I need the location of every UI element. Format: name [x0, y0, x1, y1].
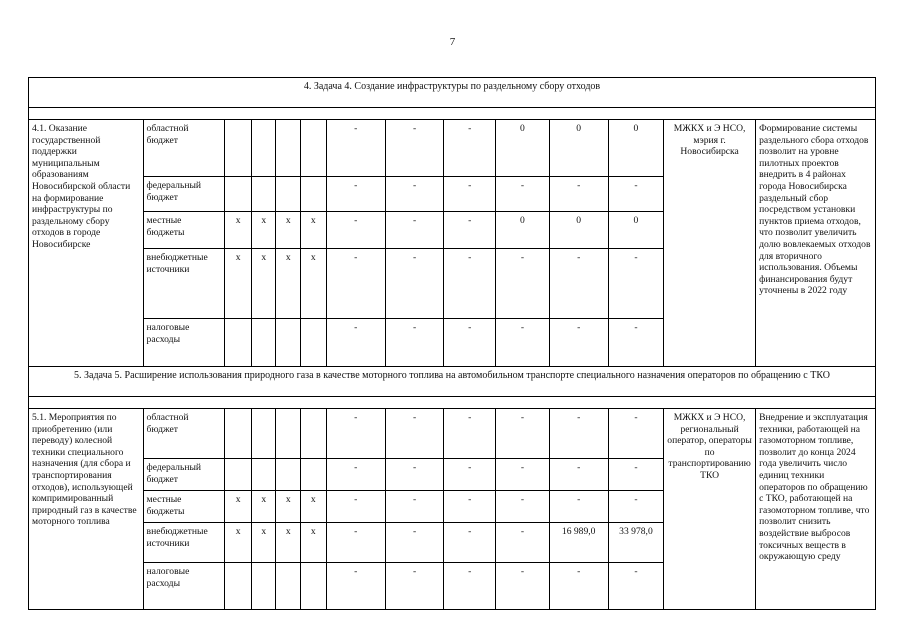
value-cell: - [326, 212, 385, 249]
mark-cell [276, 177, 301, 212]
value-cell: - [608, 249, 663, 319]
value-cell: - [608, 459, 663, 491]
mark-cell [251, 120, 276, 177]
value-cell: - [496, 319, 549, 367]
value-cell: - [549, 177, 608, 212]
mark-cell [301, 120, 327, 177]
value-cell: - [326, 120, 385, 177]
value-cell: - [549, 249, 608, 319]
value-cell: - [496, 563, 549, 610]
value-cell: - [496, 491, 549, 523]
measure-cell: 4.1. Оказание государственной поддержки муниципальным образованиям Новосибирской области на формирование инфраструктуры по раздельному сбору отходов в городе Новосибирске [29, 120, 144, 367]
value-cell: 0 [549, 120, 608, 177]
mark-cell [225, 459, 252, 491]
mark-cell [301, 409, 327, 459]
value-cell: - [326, 249, 385, 319]
executor-cell: МЖКХ и Э НСО, мэрия г. Новосибирска [664, 120, 756, 367]
result-cell: Внедрение и эксплуатация техники, работающей на газомоторном топливе, позволит до конца 2024 года увеличить число единиц техники операторов по обращению с ТКО, работающей на газомоторном топливе, что позволит снизить воздействие выбросов токсичных веществ в окружающую среду [756, 409, 876, 610]
table-row [29, 409, 876, 459]
value-cell: - [326, 491, 385, 523]
mark-cell [225, 409, 252, 459]
mark-cell [251, 409, 276, 459]
value-cell: - [385, 249, 443, 319]
value-cell: - [385, 177, 443, 212]
mark-cell: x [251, 249, 276, 319]
mark-cell: x [225, 523, 252, 563]
value-cell: - [444, 249, 496, 319]
mark-cell: x [301, 523, 327, 563]
section-title: 4. Задача 4. Создание инфраструктуры по раздельному сбору отходов [29, 78, 876, 108]
mark-cell: x [301, 491, 327, 523]
value-cell: - [496, 249, 549, 319]
value-cell: - [385, 212, 443, 249]
table-row [29, 120, 876, 177]
value-cell: 0 [608, 212, 663, 249]
value-cell: - [608, 563, 663, 610]
value-cell: 0 [608, 120, 663, 177]
funding-source-cell: областной бюджет [143, 409, 225, 459]
funding-source-cell: налоговые расходы [143, 319, 225, 367]
value-cell: - [608, 491, 663, 523]
value-cell: - [444, 120, 496, 177]
value-cell: - [444, 523, 496, 563]
mark-cell [251, 459, 276, 491]
mark-cell [276, 120, 301, 177]
mark-cell [225, 319, 252, 367]
mark-cell: x [276, 523, 301, 563]
value-cell: - [444, 491, 496, 523]
value-cell: - [326, 523, 385, 563]
mark-cell: x [301, 249, 327, 319]
page-number: 7 [449, 36, 456, 48]
mark-cell: x [225, 212, 252, 249]
value-cell: - [326, 177, 385, 212]
value-cell: - [496, 177, 549, 212]
spacer-cell [29, 397, 876, 409]
value-cell: - [549, 563, 608, 610]
funding-source-cell: федеральный бюджет [143, 177, 225, 212]
funding-source-cell: местные бюджеты [143, 491, 225, 523]
mark-cell: x [225, 249, 252, 319]
value-cell: - [608, 319, 663, 367]
value-cell: - [385, 563, 443, 610]
funding-source-cell: местные бюджеты [143, 212, 225, 249]
mark-cell [276, 563, 301, 610]
section-row [29, 78, 876, 108]
value-cell: - [385, 120, 443, 177]
value-cell: - [608, 409, 663, 459]
mark-cell: x [276, 249, 301, 319]
mark-cell [276, 459, 301, 491]
value-cell: 0 [496, 120, 549, 177]
section-row [29, 367, 876, 397]
funding-source-cell: областной бюджет [143, 120, 225, 177]
value-cell: - [444, 409, 496, 459]
funding-source-cell: внебюджетные источники [143, 249, 225, 319]
mark-cell: x [251, 491, 276, 523]
mark-cell [225, 177, 252, 212]
mark-cell [301, 459, 327, 491]
mark-cell: x [276, 491, 301, 523]
value-cell: - [608, 177, 663, 212]
value-cell: - [496, 459, 549, 491]
program-table [28, 77, 876, 610]
value-cell: - [326, 409, 385, 459]
mark-cell [301, 319, 327, 367]
mark-cell [225, 120, 252, 177]
result-cell: Формирование системы раздельного сбора отходов позволит на уровне пилотных проектов внедрить в 4 районах города Новосибирска раздельный сбор посредством установки пунктов приема отходов, что позволит увеличить долю вовлекаемых отходов для вторичного использования. Объемы финансирования будут уточнены в 2022 году [756, 120, 876, 367]
mark-cell [225, 563, 252, 610]
value-cell: - [549, 491, 608, 523]
value-cell: - [385, 459, 443, 491]
value-cell: - [444, 563, 496, 610]
value-cell: - [549, 409, 608, 459]
value-cell: - [385, 319, 443, 367]
funding-source-cell: федеральный бюджет [143, 459, 225, 491]
mark-cell: x [251, 523, 276, 563]
value-cell: - [385, 409, 443, 459]
mark-cell [251, 177, 276, 212]
value-cell: 0 [549, 212, 608, 249]
value-cell: - [444, 319, 496, 367]
mark-cell: x [225, 491, 252, 523]
value-cell: - [444, 212, 496, 249]
measure-cell: 5.1. Мероприятия по приобретению (или переводу) колесной техники специального назначения (для сбора и транспортирования отходов), использующей компримированный природный газ в качестве моторного топлива [29, 409, 144, 610]
mark-cell: x [276, 212, 301, 249]
spacer-row [29, 108, 876, 120]
value-cell: 16 989,0 [549, 523, 608, 563]
value-cell: - [385, 491, 443, 523]
mark-cell [276, 319, 301, 367]
value-cell: - [496, 409, 549, 459]
spacer-row [29, 397, 876, 409]
value-cell: - [385, 523, 443, 563]
value-cell: - [444, 459, 496, 491]
value-cell: - [326, 563, 385, 610]
funding-source-cell: внебюджетные источники [143, 523, 225, 563]
mark-cell [301, 177, 327, 212]
value-cell: - [496, 523, 549, 563]
mark-cell [301, 563, 327, 610]
mark-cell: x [301, 212, 327, 249]
executor-cell: МЖКХ и Э НСО, региональный оператор, операторы по транспортированию ТКО [664, 409, 756, 610]
value-cell: - [326, 319, 385, 367]
mark-cell [251, 319, 276, 367]
value-cell: 0 [496, 212, 549, 249]
value-cell: - [444, 177, 496, 212]
value-cell: - [326, 459, 385, 491]
section-title: 5. Задача 5. Расширение использования природного газа в качестве моторного топлива на автомобильном транспорте специального назначения операторов по обращению с ТКО [29, 367, 876, 397]
mark-cell: x [251, 212, 276, 249]
value-cell: - [549, 459, 608, 491]
value-cell: 33 978,0 [608, 523, 663, 563]
mark-cell [251, 563, 276, 610]
value-cell: - [549, 319, 608, 367]
mark-cell [276, 409, 301, 459]
spacer-cell [29, 108, 876, 120]
funding-source-cell: налоговые расходы [143, 563, 225, 610]
